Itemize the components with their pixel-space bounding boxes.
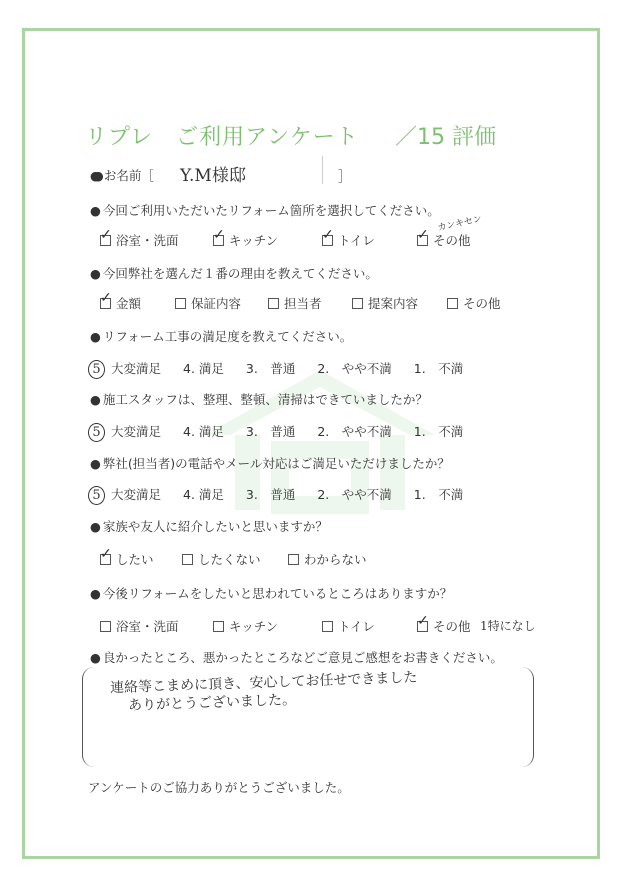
checkbox-icon: ✓	[100, 554, 111, 565]
comment-line-1: 連絡等こまめに頂き、安心してお任せできました	[109, 669, 418, 697]
q2-option-warranty[interactable]: 保証内容	[175, 294, 241, 312]
q3-scale[interactable]: 5 大変満足 4. 満足 3. 普通 2. やや不満 1. 不満	[88, 359, 485, 379]
checkbox-icon: ✓	[213, 235, 224, 246]
q4-text: ● 施工スタッフは、整理、整頓、清掃はできていましたか？	[90, 390, 428, 408]
q7-text: ● 今後リフォームをしたいと思われているところはありますか？	[90, 584, 452, 602]
q1-option-toilet[interactable]: ✓ トイレ	[322, 227, 375, 248]
name-label: ● ●お名前［	[90, 166, 154, 184]
selected-circle: 5	[88, 423, 105, 442]
q6-option-yes[interactable]: ✓ したい	[100, 546, 154, 567]
name-bracket-close: ］	[338, 170, 352, 185]
q1-option-bath[interactable]: ✓ 浴室・洗面	[100, 227, 179, 248]
q5-scale[interactable]: 5 大変満足 4. 満足 3. 普通 2. やや不満 1. 不満	[88, 485, 485, 505]
q8-text: ● 良かったところ、悪かったところなどご意見ご感想をお書きください。	[90, 648, 503, 666]
q2-option-staff[interactable]: 担当者	[268, 294, 322, 312]
checkbox-icon: ✓	[417, 621, 428, 632]
q6-option-no[interactable]: したくない	[182, 550, 261, 568]
q1-text: ● 今回ご利用いただいたリフォーム箇所を選択してください。	[90, 201, 440, 219]
checkbox-icon	[100, 621, 111, 632]
comment-line-2: ありがとうございました。	[127, 692, 297, 714]
page-title: リプレ ご利用アンケート	[85, 125, 359, 150]
checkbox-icon: ✓	[417, 235, 428, 246]
footer-thanks: アンケートのご協力ありがとうございました。	[88, 780, 350, 795]
q4-scale[interactable]: 5 大変満足 4. 満足 3. 普通 2. やや不満 1. 不満	[88, 422, 485, 442]
q6-option-unsure[interactable]: わからない	[288, 550, 367, 568]
name-value: Y.M様邸	[180, 166, 246, 186]
checkbox-icon: ✓	[100, 298, 111, 309]
q7-option-toilet[interactable]: トイレ	[322, 617, 375, 635]
checkbox-icon	[175, 298, 186, 309]
q1-other-note: カンキセン	[436, 214, 483, 234]
divider	[322, 156, 323, 184]
checkbox-icon: ✓	[100, 235, 111, 246]
checkbox-icon: ✓	[322, 235, 333, 246]
checkbox-icon	[447, 298, 458, 309]
q7-option-bath[interactable]: 浴室・洗面	[100, 617, 179, 635]
selected-circle: 5	[88, 360, 105, 379]
checkbox-icon	[213, 621, 224, 632]
q5-text: ● 弊社(担当者)の電話やメール対応はご満足いただけましたか？	[90, 454, 450, 472]
q1-option-other[interactable]: ✓ その他	[417, 227, 471, 248]
q3-text: ● リフォーム工事の満足度を教えてください。	[90, 327, 352, 345]
q6-text: ● 家族や友人に紹介したいと思いますか？	[90, 517, 328, 535]
checkbox-icon	[268, 298, 279, 309]
score-label: ／15 評価	[395, 125, 496, 150]
q1-option-kitchen[interactable]: ✓ キッチン	[213, 227, 279, 248]
checkbox-icon	[182, 554, 193, 565]
q7-option-kitchen[interactable]: キッチン	[213, 617, 278, 635]
q2-option-other[interactable]: その他	[447, 294, 501, 312]
q7-other-note: 1特になし	[480, 619, 536, 633]
q2-option-proposal[interactable]: 提案内容	[352, 294, 418, 312]
checkbox-icon	[322, 621, 333, 632]
q7-option-other[interactable]: ✓ その他	[417, 613, 471, 634]
selected-circle: 5	[88, 486, 105, 505]
checkbox-icon	[288, 554, 299, 565]
q2-option-price[interactable]: ✓ 金額	[100, 290, 142, 311]
checkbox-icon	[352, 298, 363, 309]
q2-text: ● 今回弊社を選んだ１番の理由を教えてください。	[90, 264, 378, 282]
